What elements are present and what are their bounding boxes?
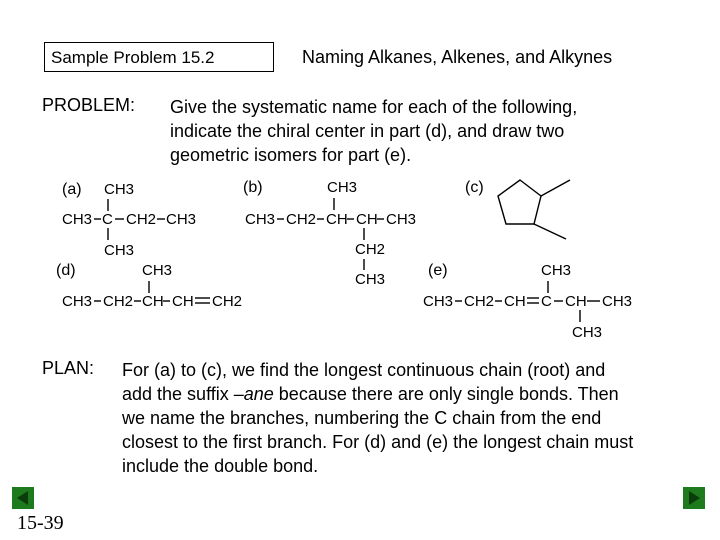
structure-b-chain-4: CH (356, 211, 378, 228)
plan-line-3: we name the branches, numbering the C chain from the end (122, 408, 602, 428)
plan-line-1: For (a) to (c), we find the longest continuous chain (root) and (122, 360, 606, 380)
structure-a-left-group: CH3 (62, 211, 93, 228)
plan-text (122, 358, 697, 478)
structure-a-right-group: CH2 (126, 211, 157, 228)
structure-c-label: (c) (465, 179, 484, 196)
sample-problem-box: Sample Problem 15.2 (44, 42, 274, 72)
structure-a-center-carbon: C (102, 211, 113, 228)
arrow-right-icon (683, 487, 705, 509)
structure-d-chain-5: CH2 (212, 293, 243, 310)
structure-e-chain-5: CH (565, 293, 587, 310)
structure-e-chain-6: CH3 (602, 293, 633, 310)
structure-e-top-group: CH3 (541, 262, 572, 279)
next-slide-button[interactable] (683, 487, 705, 509)
problem-line-2: indicate the chiral center in part (d), and draw two (170, 121, 565, 141)
arrow-left-icon (12, 487, 34, 509)
structure-a-label: (a) (62, 181, 82, 198)
structure-d-chain-2: CH2 (103, 293, 134, 310)
plan-label: PLAN: (42, 358, 95, 378)
structure-b-chain-1: CH3 (245, 211, 276, 228)
plan-line-2-start: add the suffix (122, 384, 234, 404)
problem-line-3: geometric isomers for part (e). (170, 145, 412, 165)
structure-e-bottom-group: CH3 (572, 324, 603, 341)
structure-d-label: (d) (56, 262, 76, 279)
structure-a-bottom-group: CH3 (104, 242, 135, 259)
structure-a-top-group: CH3 (104, 181, 135, 198)
structure-e-label: (e) (428, 262, 448, 279)
structure-d (56, 262, 242, 310)
problem-label: PROBLEM: (42, 95, 136, 115)
previous-slide-button[interactable] (12, 487, 34, 509)
page-title: Naming Alkanes, Alkenes, and Alkynes (302, 47, 613, 67)
structure-d-chain-1: CH3 (62, 293, 93, 310)
cyclopentane-ring (498, 180, 541, 224)
structure-a (62, 181, 196, 259)
structure-b-label: (b) (243, 179, 263, 196)
structure-b-chain-2: CH2 (286, 211, 317, 228)
structure-a-end-group: CH3 (166, 211, 197, 228)
structure-e (423, 262, 632, 341)
structure-e-chain-3: CH (504, 293, 526, 310)
problem-line-1: Give the systematic name for each of the following, (170, 97, 578, 117)
structure-b-branch-2: CH3 (355, 271, 386, 288)
structure-b-chain-3: CH (326, 211, 348, 228)
plan-line-2-end: because there are only single bonds. Then (273, 384, 619, 404)
structure-b-top-group: CH3 (327, 179, 358, 196)
structure-d-top-group: CH3 (142, 262, 173, 279)
plan-line-2 (122, 382, 697, 406)
plan-line-5: include the double bond. (122, 456, 319, 476)
structure-d-chain-4: CH (172, 293, 194, 310)
structure-b-branch-1: CH2 (355, 241, 386, 258)
suffix-ane: –ane (233, 384, 274, 404)
structure-e-chain-2: CH2 (464, 293, 495, 310)
structure-c (465, 179, 570, 239)
structure-e-chain-1: CH3 (423, 293, 454, 310)
structure-d-chain-3: CH (142, 293, 164, 310)
structure-b (243, 179, 416, 288)
structure-e-chain-4: C (541, 293, 552, 310)
plan-line-4: closest to the first branch. For (d) and (e) the longest chain must (122, 432, 634, 452)
slide-number: 15-39 (17, 512, 64, 534)
structure-b-chain-5: CH3 (386, 211, 417, 228)
